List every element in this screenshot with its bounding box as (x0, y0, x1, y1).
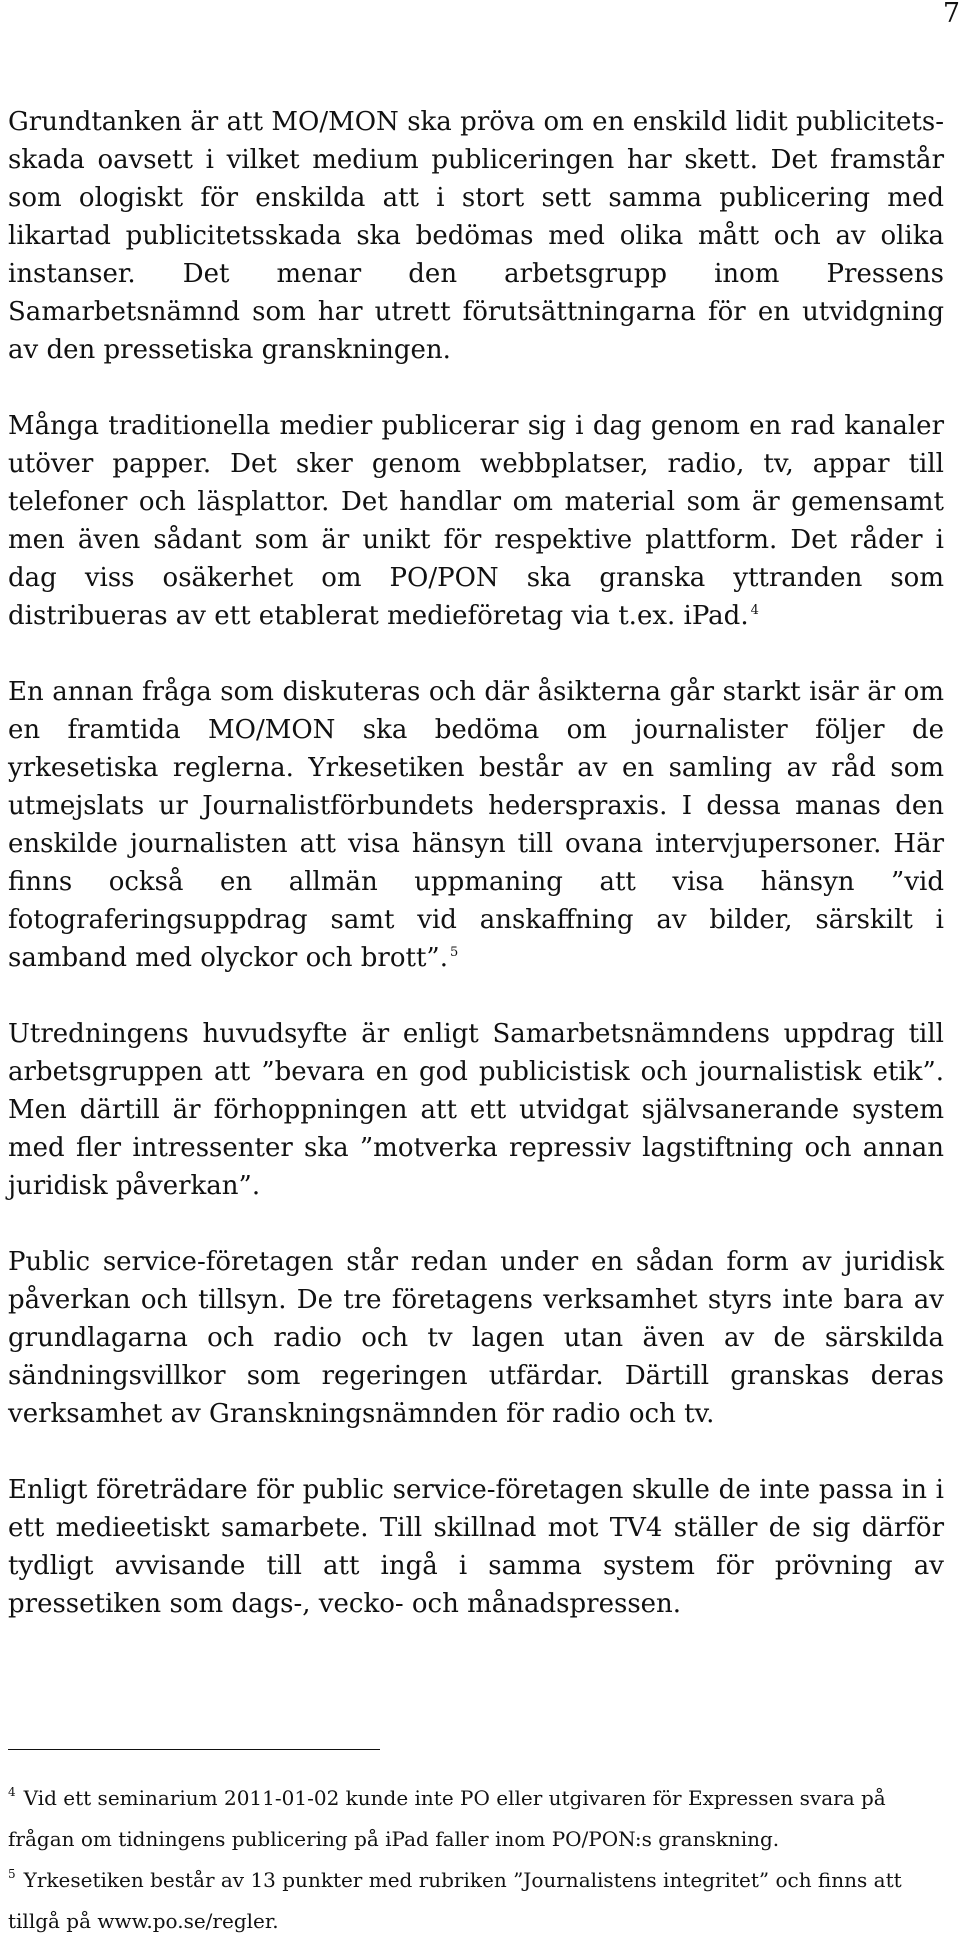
paragraph (8, 103, 944, 369)
paragraph (8, 1243, 944, 1433)
paragraph-text: Enligt företrädare för public service-företagen skulle de inte passa in i ett medieetiskt samarbete. Till skillnad mot TV4 ställer de sig därför tydligt avvisande till att ingå i samma system för prövning av pressetiken som dags-, vecko- och månadspressen. (8, 1475, 944, 1619)
paragraph (8, 1015, 944, 1205)
page-number: 7 (942, 0, 960, 29)
paragraph-text: En annan fråga som diskuteras och där åsikterna går starkt isär är om en framtida MO/MON ska bedöma om journalister följer de yrkesetiska reglerna. Yrkesetiken består av en samling av råd som utmejslats ur Journalistförbundets hederspraxis. I dessa manas den enskilde journalisten att visa hänsyn till ovana intervjupersoner. Här finns också en allmän uppmaning att visa hänsyn ”vid fotograferingsuppdrag samt vid anskaffning av bilder, särskilt i samband med olyckor och brott”. (8, 677, 944, 973)
paragraph (8, 1471, 944, 1623)
footnote (8, 1778, 948, 1860)
paragraph-text: Grundtanken är att MO/MON ska pröva om en enskild lidit publicitetsskada oavsett i vilket medium publiceringen har skett. Det framstår som ologiskt för enskilda att i stort sett samma publicering med likartad publicitetsskada ska bedömas med olika mått och av olika instanser. Det menar den arbetsgrupp inom Pressens Samarbetsnämnd som har utrett förutsättningarna för en utvidgning av den pressetiska granskningen. (8, 107, 944, 365)
footnote-text: Vid ett seminarium 2011-01-02 kunde inte PO eller utgivaren för Expressen svara på frågan om tidningens publicering på iPad faller inom PO/PON:s granskning. (8, 1786, 886, 1851)
footnote-number: 4 (8, 1785, 16, 1799)
footnote-reference[interactable]: 5 (449, 945, 459, 960)
footnotes (8, 1778, 948, 1942)
footnote-reference[interactable]: 4 (750, 603, 759, 618)
paragraph-text: Public service-företagen står redan under en sådan form av juridisk påverkan och tillsyn. De tre företagens verksamhet styrs inte bara av grundlagarna och radio och tv lagen utan även av de särskilda sändningsvillkor som regeringen utfärdar. Därtill granskas deras verksamhet av Granskningsnämnden för radio och tv. (8, 1247, 944, 1429)
footnote-number: 5 (8, 1867, 16, 1881)
footnote-divider (8, 1749, 380, 1750)
body-text (8, 103, 944, 1661)
footnote-text: Yrkesetiken består av 13 punkter med rubriken ”Journalistens integritet” och finns att tillgå på www.po.se/regler. (8, 1868, 902, 1933)
paragraph-text: Många traditionella medier publicerar sig i dag genom en rad kanaler utöver papper. Det sker genom webbplatser, radio, tv, appar till telefoner och läsplattor. Det handlar om material som är gemensamt men även sådant som är unikt för respektive plattform. Det råder i dag viss osäkerhet om PO/PON ska granska yttranden som distribueras av ett etablerat medieföretag via t.ex. iPad. (8, 411, 944, 631)
paragraph-text: Utredningens huvudsyfte är enligt Samarbetsnämndens uppdrag till arbetsgruppen att ”bevara en god publicistisk och journalistisk etik”. Men därtill är förhoppningen att ett utvidgat självsanerande system med fler intressenter ska ”motverka repressiv lagstiftning och annan juridisk påverkan”. (8, 1019, 944, 1201)
paragraph (8, 673, 944, 977)
paragraph (8, 407, 944, 635)
